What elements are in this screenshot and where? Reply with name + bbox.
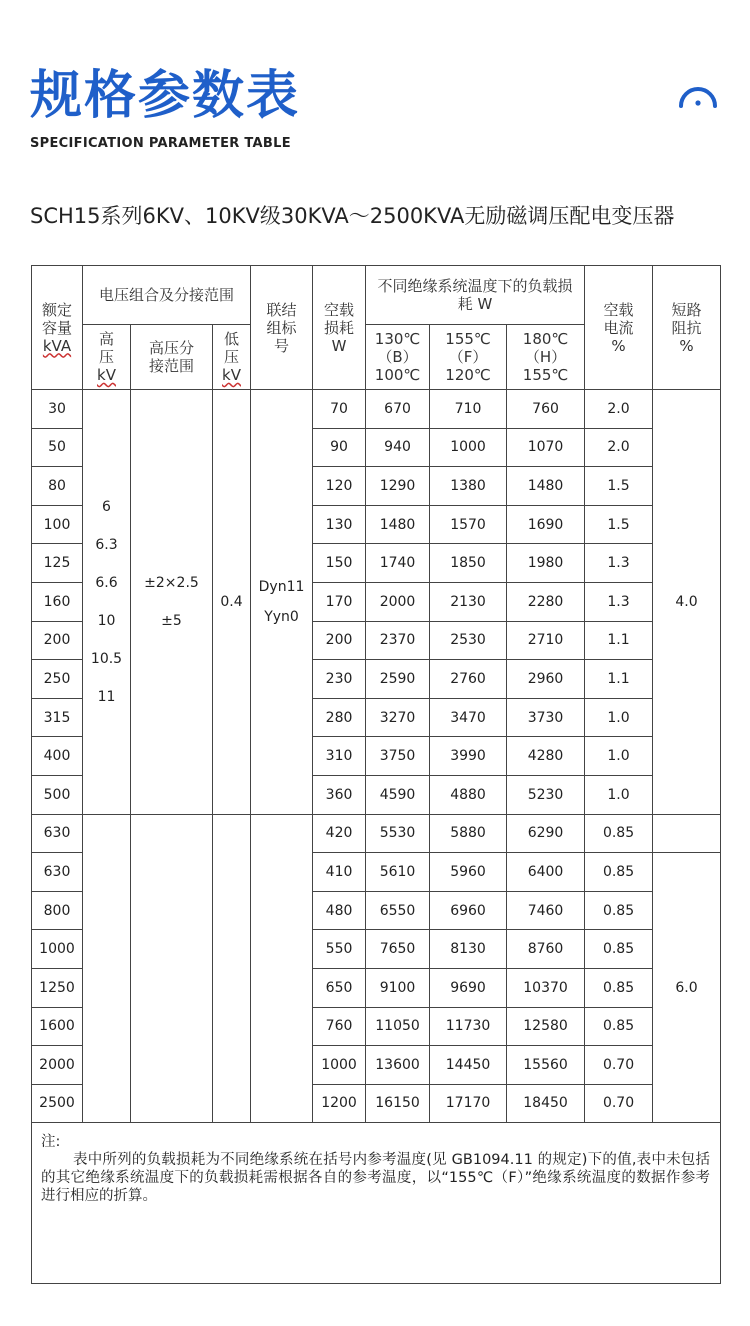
no-load-loss-cell: 90 — [313, 428, 366, 467]
header-hv: 高 压 kV — [83, 325, 131, 390]
header-no-load-current: 空载 电流 % — [585, 266, 653, 390]
hv-values-cell: 6 6.3 6.6 10 10.5 11 — [83, 390, 131, 815]
load-loss-b-cell: 5530 — [366, 814, 430, 853]
load-loss-b-cell: 5610 — [366, 853, 430, 892]
hv-tap-cell: ±2×2.5 ±5 — [131, 390, 213, 815]
load-loss-h-cell: 2960 — [507, 660, 585, 699]
spec-heading: SCH15系列6KV、10KV级30KVA～2500KVA无励磁调压配电变压器 — [30, 204, 675, 228]
capacity-cell: 630 — [32, 814, 83, 853]
header-impedance: 短路 阻抗 % — [653, 266, 721, 390]
no-load-loss-cell: 200 — [313, 621, 366, 660]
load-loss-f-cell: 1850 — [430, 544, 507, 583]
no-load-loss-cell: 230 — [313, 660, 366, 699]
load-loss-b-cell: 1480 — [366, 505, 430, 544]
connection-cell: Dyn11 Yyn0 — [251, 390, 313, 815]
load-loss-b-cell: 11050 — [366, 1007, 430, 1046]
capacity-cell: 315 — [32, 698, 83, 737]
no-load-loss-cell: 410 — [313, 853, 366, 892]
no-load-loss-cell: 280 — [313, 698, 366, 737]
hv-tap-cell-empty — [131, 814, 213, 1123]
load-loss-b-cell: 940 — [366, 428, 430, 467]
no-load-loss-cell: 650 — [313, 968, 366, 1007]
hv-values-cell-empty — [83, 814, 131, 1123]
no-load-current-cell: 1.5 — [585, 467, 653, 506]
load-loss-f-cell: 6960 — [430, 891, 507, 930]
capacity-cell: 160 — [32, 582, 83, 621]
load-loss-f-cell: 4880 — [430, 775, 507, 814]
capacity-cell: 30 — [32, 390, 83, 429]
no-load-loss-cell: 1000 — [313, 1046, 366, 1085]
no-load-current-cell: 0.85 — [585, 1007, 653, 1046]
no-load-current-cell: 0.85 — [585, 814, 653, 853]
no-load-loss-cell: 1200 — [313, 1084, 366, 1123]
no-load-current-cell: 0.85 — [585, 853, 653, 892]
load-loss-b-cell: 7650 — [366, 930, 430, 969]
load-loss-h-cell: 1690 — [507, 505, 585, 544]
load-loss-h-cell: 4280 — [507, 737, 585, 776]
connection-cell-empty — [251, 814, 313, 1123]
header-connection: 联结 组标 号 — [251, 266, 313, 390]
no-load-loss-cell: 130 — [313, 505, 366, 544]
load-loss-f-cell: 1380 — [430, 467, 507, 506]
load-loss-b-cell: 6550 — [366, 891, 430, 930]
header-temp-b: 130℃ （B） 100℃ — [366, 325, 430, 390]
load-loss-f-cell: 3470 — [430, 698, 507, 737]
lv-value-cell: 0.4 — [213, 390, 251, 815]
impedance-cell: 6.0 — [653, 853, 721, 1123]
no-load-current-cell: 0.85 — [585, 930, 653, 969]
load-loss-b-cell: 2590 — [366, 660, 430, 699]
capacity-cell: 500 — [32, 775, 83, 814]
load-loss-h-cell: 760 — [507, 390, 585, 429]
load-loss-h-cell: 1980 — [507, 544, 585, 583]
capacity-cell: 800 — [32, 891, 83, 930]
note-cell — [32, 1123, 721, 1284]
capacity-cell: 1600 — [32, 1007, 83, 1046]
no-load-loss-cell: 550 — [313, 930, 366, 969]
no-load-current-cell: 0.70 — [585, 1084, 653, 1123]
no-load-current-cell: 1.0 — [585, 775, 653, 814]
no-load-current-cell: 1.1 — [585, 660, 653, 699]
load-loss-b-cell: 2000 — [366, 582, 430, 621]
no-load-current-cell: 2.0 — [585, 428, 653, 467]
load-loss-h-cell: 7460 — [507, 891, 585, 930]
load-loss-h-cell: 5230 — [507, 775, 585, 814]
load-loss-h-cell: 6290 — [507, 814, 585, 853]
load-loss-b-cell: 16150 — [366, 1084, 430, 1123]
note-label: 注: — [41, 1134, 61, 1151]
capacity-cell: 250 — [32, 660, 83, 699]
load-loss-h-cell: 1070 — [507, 428, 585, 467]
capacity-cell: 80 — [32, 467, 83, 506]
load-loss-b-cell: 9100 — [366, 968, 430, 1007]
capacity-cell: 50 — [32, 428, 83, 467]
lv-value-cell-empty — [213, 814, 251, 1123]
capacity-cell: 100 — [32, 505, 83, 544]
page-subtitle: SPECIFICATION PARAMETER TABLE — [30, 136, 291, 151]
load-loss-f-cell: 2530 — [430, 621, 507, 660]
load-loss-f-cell: 11730 — [430, 1007, 507, 1046]
load-loss-f-cell: 8130 — [430, 930, 507, 969]
load-loss-h-cell: 6400 — [507, 853, 585, 892]
capacity-cell: 400 — [32, 737, 83, 776]
load-loss-f-cell: 14450 — [430, 1046, 507, 1085]
load-loss-f-cell: 3990 — [430, 737, 507, 776]
load-loss-h-cell: 15560 — [507, 1046, 585, 1085]
header-temp-f: 155℃ （F） 120℃ — [430, 325, 507, 390]
header-load-loss: 不同绝缘系统温度下的负载损耗 W — [366, 266, 585, 325]
load-loss-f-cell: 1570 — [430, 505, 507, 544]
capacity-cell: 1000 — [32, 930, 83, 969]
load-loss-b-cell: 3270 — [366, 698, 430, 737]
load-loss-f-cell: 5880 — [430, 814, 507, 853]
no-load-current-cell: 0.70 — [585, 1046, 653, 1085]
no-load-loss-cell: 420 — [313, 814, 366, 853]
no-load-loss-cell: 360 — [313, 775, 366, 814]
load-loss-b-cell: 13600 — [366, 1046, 430, 1085]
no-load-loss-cell: 150 — [313, 544, 366, 583]
no-load-current-cell: 2.0 — [585, 390, 653, 429]
capacity-cell: 200 — [32, 621, 83, 660]
capacity-cell: 125 — [32, 544, 83, 583]
load-loss-h-cell: 18450 — [507, 1084, 585, 1123]
load-loss-h-cell: 3730 — [507, 698, 585, 737]
load-loss-h-cell: 2280 — [507, 582, 585, 621]
no-load-loss-cell: 70 — [313, 390, 366, 429]
no-load-current-cell: 1.1 — [585, 621, 653, 660]
capacity-cell: 2500 — [32, 1084, 83, 1123]
header-hv-tap: 高压分 接范围 — [131, 325, 213, 390]
load-loss-f-cell: 2130 — [430, 582, 507, 621]
no-load-current-cell: 1.0 — [585, 737, 653, 776]
no-load-loss-cell: 120 — [313, 467, 366, 506]
load-loss-b-cell: 1740 — [366, 544, 430, 583]
load-loss-h-cell: 10370 — [507, 968, 585, 1007]
no-load-current-cell: 1.5 — [585, 505, 653, 544]
load-loss-b-cell: 1290 — [366, 467, 430, 506]
header-no-load-loss: 空载 损耗 W — [313, 266, 366, 390]
capacity-cell: 1250 — [32, 968, 83, 1007]
page-title: 规格参数表 — [30, 66, 301, 126]
load-loss-b-cell: 2370 — [366, 621, 430, 660]
no-load-current-cell: 0.85 — [585, 968, 653, 1007]
no-load-current-cell: 1.3 — [585, 582, 653, 621]
no-load-current-cell: 0.85 — [585, 891, 653, 930]
header-temp-h: 180℃ （H） 155℃ — [507, 325, 585, 390]
load-loss-b-cell: 3750 — [366, 737, 430, 776]
note-text: 表中所列的负载损耗为不同绝缘系统在括号内参考温度(见 GB1094.11 的规定)下的值,表中未包括的其它绝缘系统温度下的负载损耗需根据各自的参考温度，以“155℃（F）”绝缘系统温度的数据作参考进行相应的折算。 — [41, 1152, 711, 1205]
load-loss-f-cell: 9690 — [430, 968, 507, 1007]
capacity-cell: 2000 — [32, 1046, 83, 1085]
no-load-loss-cell: 760 — [313, 1007, 366, 1046]
no-load-loss-cell: 480 — [313, 891, 366, 930]
no-load-loss-cell: 170 — [313, 582, 366, 621]
no-load-current-cell: 1.0 — [585, 698, 653, 737]
load-loss-h-cell: 12580 — [507, 1007, 585, 1046]
table-row — [32, 390, 721, 429]
load-loss-h-cell: 8760 — [507, 930, 585, 969]
impedance-cell-empty — [653, 814, 721, 853]
impedance-cell: 4.0 — [653, 390, 721, 815]
load-loss-f-cell: 17170 — [430, 1084, 507, 1123]
capacity-cell: 630 — [32, 853, 83, 892]
load-loss-b-cell: 4590 — [366, 775, 430, 814]
load-loss-f-cell: 1000 — [430, 428, 507, 467]
arc-icon — [676, 82, 720, 112]
load-loss-h-cell: 2710 — [507, 621, 585, 660]
header-voltage-group: 电压组合及分接范围 — [83, 266, 251, 325]
no-load-loss-cell: 310 — [313, 737, 366, 776]
load-loss-f-cell: 710 — [430, 390, 507, 429]
spec-table — [31, 265, 721, 1284]
load-loss-f-cell: 5960 — [430, 853, 507, 892]
header-rated-capacity: 额定 容量 kVA — [32, 266, 83, 390]
no-load-current-cell: 1.3 — [585, 544, 653, 583]
load-loss-h-cell: 1480 — [507, 467, 585, 506]
load-loss-f-cell: 2760 — [430, 660, 507, 699]
table-row — [32, 814, 721, 853]
header-lv: 低 压 kV — [213, 325, 251, 390]
load-loss-b-cell: 670 — [366, 390, 430, 429]
